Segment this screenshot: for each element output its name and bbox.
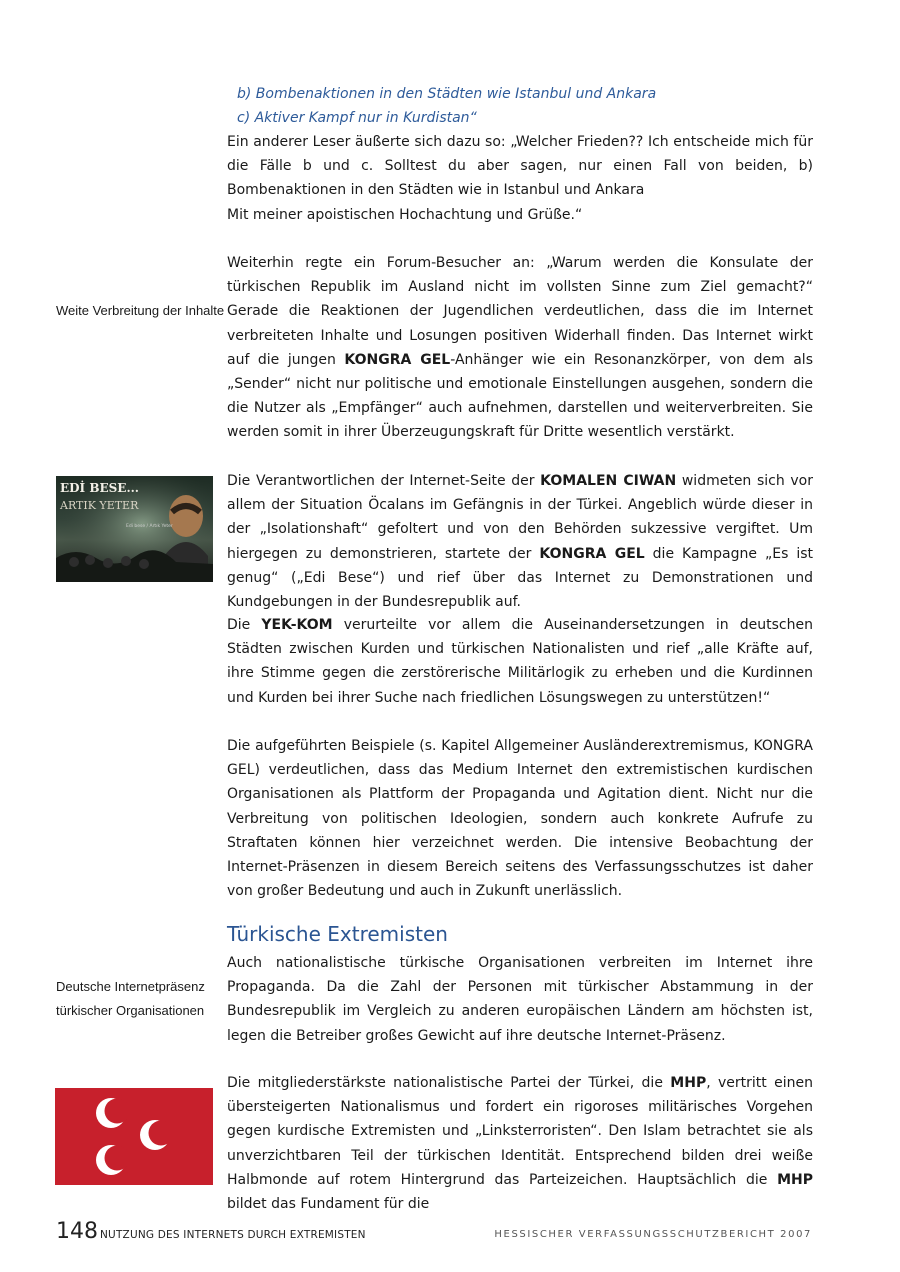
- quote-option-b: b) Bombenaktionen in den Städten wie Istanbul und Ankara: [237, 86, 657, 102]
- text-span: Weiterhin regte ein Forum-Besucher an: „Warum werden die Konsulate der türkischen Republik im Ausland nicht im vollsten Sinne zum Ziel gemacht?“ Gerade die Reaktionen der Jugendlichen verdeutlichen, dass die im Internet verbreiteten Inhalte und Losungen positiven Widerhall finden. Das Internet wirkt auf die jungen: [227, 255, 813, 368]
- sidenote-verbreitung: Weite Verbreitung der Inhalte: [56, 303, 225, 318]
- text-span: -Anhänger wie ein Resonanzkörper, von dem als „Sender“ nicht nur politische und emotionale Einstellungen ausgehen, sondern die die Nutzer als „Empfänger“ auch aufnehmen, darstellen und weiterverbreiten. Sie werden somit in ihrer Überzeugungskraft für Dritte wesentlich verstärkt.: [227, 351, 813, 441]
- edi-bese-title: EDİ BESE...: [60, 481, 139, 495]
- footer-section-title: NUTZUNG DES INTERNETS DURCH EXTREMISTEN: [100, 1229, 366, 1241]
- text-span: die Kampagne „Es ist genug“ („Edi Bese“) und rief über das Internet zu Demonstrationen und Kundgebungen in der Bundesrepublik auf.: [227, 545, 813, 611]
- paragraph-mhp: [227, 1071, 813, 1216]
- text-span: verurteilte vor allem die Auseinandersetzungen in deutschen Städten zwischen Kurden und türkischen Nationalisten und rief „alle Kräfte auf, ihre Stimme gegen die zerstörerische Militärlogik zu erheben und die Kurdinnen und Kurden bei ihrer Suche nach friedlichen Lösungswegen zu unterstützen!“: [227, 617, 813, 706]
- sidenote-praesenz-line1: Deutsche Internetpräsenz: [56, 979, 205, 994]
- text-span: bildet das Fundament für die: [227, 1196, 430, 1213]
- paragraph-text: Die aufgeführten Beispiele (s. Kapitel Allgemeiner Ausländerextremismus, KONGRA GEL) verdeutlichen, dass das Medium Internet den extremistischen kurdischen Organisationen als Plattform der Propaganda und Agitation dient. Nicht nur die Verbreitung von politischen Ideologien, sondern auch konkrete Aufrufe zu Straftaten können hier verzeichnet werden. Die intensive Beobachtung der Internet-Präsenzen in diesem Bereich seitens des Verfassungsschutzes ist daher von großer Bedeutung und auch in Zukunft unerlässlich.: [227, 738, 813, 900]
- text-span: widmeten sich vor allem der Situation Öcalans im Gefängnis in der Türkei. Angeblich würde dieser in der „Isolationshaft“ gefoltert und von den Behörden sukzessive vergiftet. Um hiergegen zu demonstrieren, startete der: [227, 473, 813, 562]
- paragraph-text: Ein anderer Leser äußerte sich dazu so: „Welcher Frieden?? Ich entscheide mich für die Fälle b und c. Solltest du aber sagen, nur einen Fall von beiden, b) Bombenaktionen in den Städten wie in Istanbul und Ankara: [227, 134, 813, 199]
- bold-org-kongra-gel: KONGRA GEL: [344, 351, 451, 368]
- bold-org-yek-kom: YEK-KOM: [261, 617, 333, 633]
- text-span: , vertritt einen übersteigerten Nationalismus und fordert ein rigoroses militärisches Vorgehen gegen kurdische Extremisten und „Linksterroristen“. Den Islam betrachtet sie als unverzichtbaren Teil der türkischen Identität. Entsprechend bilden drei weiße Halbmonde auf rotem Hintergrund das Parteizeichen. Hauptsächlich die: [227, 1075, 813, 1188]
- paragraph-beispiele: [227, 734, 813, 903]
- bold-org-mhp: MHP: [670, 1075, 707, 1091]
- text-span: Die: [227, 617, 262, 633]
- paragraph-tuerkische: [227, 951, 813, 1048]
- quote-option-c: c) Aktiver Kampf nur in Kurdistan“: [237, 110, 477, 126]
- edi-bese-caption: Edi bese / Artık Yeter: [126, 524, 173, 529]
- section-heading: Türkische Extremisten: [227, 922, 448, 946]
- three-crescents-icon: [55, 1088, 213, 1185]
- sidenote-praesenz-line2: türkischer Organisationen: [56, 1003, 205, 1018]
- mhp-flag-image: [55, 1088, 213, 1185]
- bold-org-mhp: MHP: [777, 1171, 813, 1188]
- page-number: 148: [56, 1219, 98, 1244]
- edi-bese-subtitle: ARTIK YETER: [60, 499, 139, 512]
- paragraph-komalen: [227, 469, 813, 614]
- paragraph-closing: Mit meiner apoistischen Hochachtung und Grüße.“: [227, 206, 583, 223]
- bold-org-kongra-gel: KONGRA GEL: [539, 545, 645, 562]
- paragraph-text: Auch nationalistische türkische Organisationen verbreiten im Internet ihre Propaganda. Da die Zahl der Personen mit türkischer Abstammung in der Bundesrepublik im Vergleich zu anderen europäischen Ländern am höchsten ist, legen die Betreiber großes Gewicht auf ihre deutsche Internet-Präsenz.: [227, 955, 813, 1044]
- text-span: Die Verantwortlichen der Internet-Seite der: [227, 473, 541, 489]
- paragraph-leser: [227, 130, 813, 227]
- edi-bese-image: [56, 476, 213, 582]
- edi-bese-illustration: [56, 476, 213, 582]
- paragraph-yekkom: [227, 613, 813, 710]
- bold-org-komalen-ciwan: KOMALEN CIWAN: [540, 473, 677, 489]
- footer-publication-title: HESSISCHER VERFASSUNGSSCHUTZBERICHT 2007: [494, 1229, 812, 1240]
- text-span: Die mitgliederstärkste nationalistische Partei der Türkei, die: [227, 1075, 671, 1091]
- paragraph-forum: [227, 251, 813, 445]
